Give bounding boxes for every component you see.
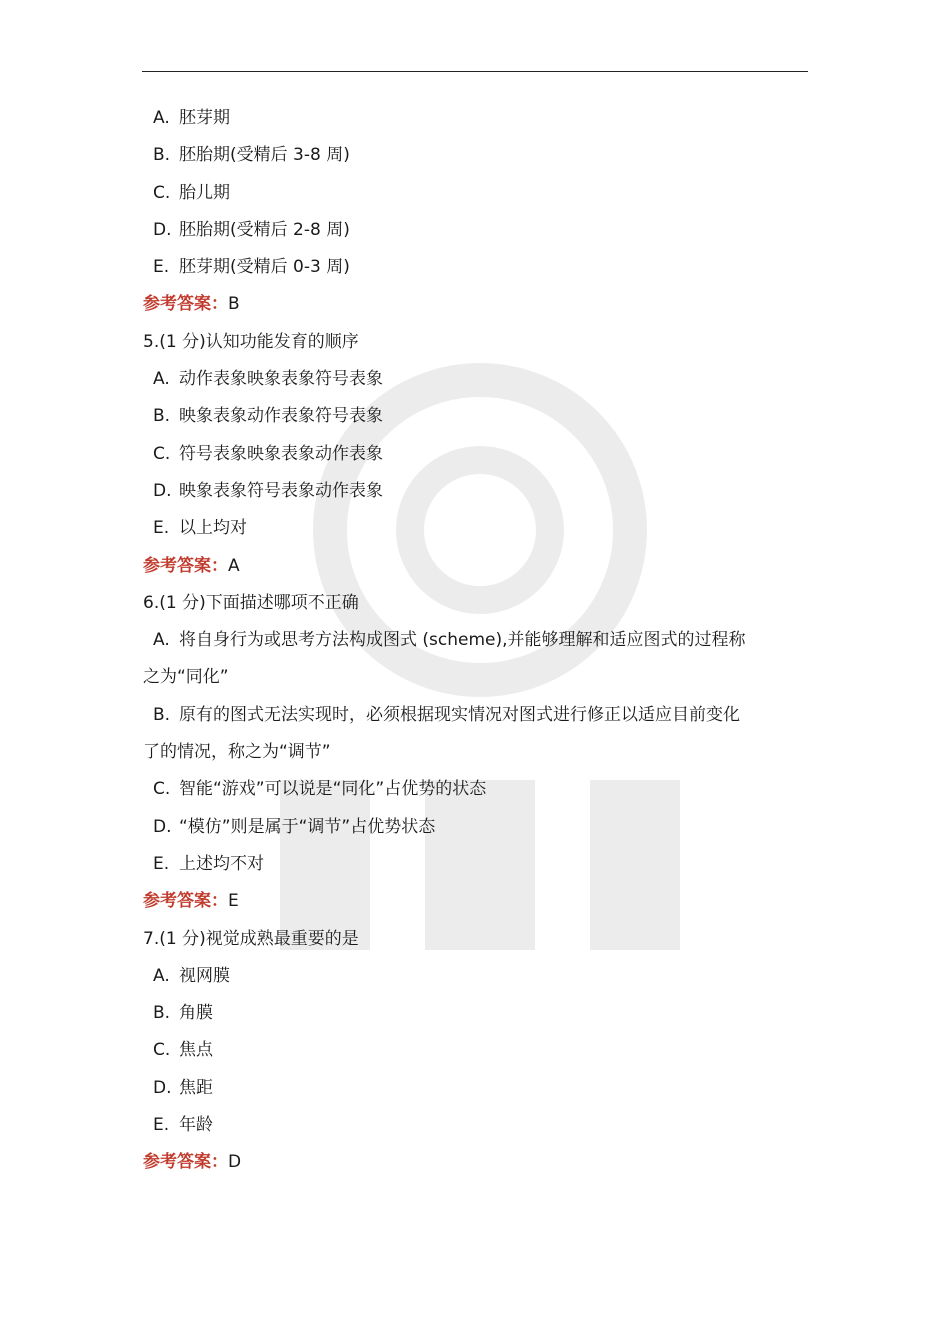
- q6-option-c: [143, 771, 809, 808]
- option-text: 胚胎期(受精后 3-8 周): [179, 145, 350, 166]
- answer-value: B: [228, 294, 240, 315]
- option-letter: E.: [153, 853, 170, 874]
- q5-option-c: [143, 436, 809, 473]
- option-text: 上述均不对: [179, 853, 264, 874]
- option-letter: A.: [153, 630, 170, 651]
- q4-answer: [143, 286, 809, 323]
- header-rule: [142, 71, 808, 72]
- q4-option-c: [143, 175, 809, 212]
- option-letter: A.: [153, 965, 170, 986]
- q7-stem: 7.(1 分)视觉成熟最重要的是: [143, 928, 359, 949]
- option-letter: D.: [153, 480, 172, 501]
- option-text: 胚芽期(受精后 0-3 周): [179, 257, 350, 278]
- option-text: 智能“游戏”可以说是“同化”占优势的状态: [179, 779, 487, 800]
- answer-label: 参考答案：: [143, 1152, 228, 1173]
- option-letter: C.: [153, 779, 171, 800]
- q5-answer: [143, 548, 809, 585]
- option-text: 焦距: [179, 1077, 213, 1098]
- option-text: 角膜: [179, 1003, 213, 1024]
- option-letter: B.: [153, 1003, 171, 1024]
- option-letter: C.: [153, 182, 171, 203]
- option-letter: D.: [153, 219, 172, 240]
- q4-option-a: [143, 100, 809, 137]
- q6-option-b: [143, 697, 809, 734]
- option-text: 将自身行为或思考方法构成图式 (scheme),并能够理解和适应图式的过程称: [179, 630, 746, 651]
- q6-option-a-continued: 之为“同化”: [143, 667, 229, 688]
- option-letter: B.: [153, 406, 171, 427]
- option-letter: E.: [153, 518, 170, 539]
- q7-option-e: [143, 1107, 809, 1144]
- q5-option-a: [143, 361, 809, 398]
- option-text: “模仿”则是属于“调节”占优势状态: [179, 816, 436, 837]
- q4-option-b: [143, 137, 809, 174]
- q7-option-a: [143, 958, 809, 995]
- option-text: 符号表象映象表象动作表象: [179, 443, 383, 464]
- q5-stem: 5.(1 分)认知功能发育的顺序: [143, 331, 359, 352]
- answer-label: 参考答案：: [143, 294, 228, 315]
- option-text: 胎儿期: [179, 182, 230, 203]
- q6-answer: [143, 883, 809, 920]
- q7-option-c: [143, 1032, 809, 1069]
- q6-stem: 6.(1 分)下面描述哪项不正确: [143, 592, 359, 613]
- option-text: 映象表象动作表象符号表象: [179, 406, 383, 427]
- option-text: 原有的图式无法实现时，必须根据现实情况对图式进行修正以适应目前变化: [179, 704, 740, 725]
- answer-label: 参考答案：: [143, 555, 228, 576]
- option-text: 映象表象符号表象动作表象: [179, 480, 383, 501]
- q4-option-d: [143, 212, 809, 249]
- q6-option-b-continued: 了的情况，称之为“调节”: [143, 742, 331, 763]
- option-text: 视网膜: [179, 965, 230, 986]
- q6-option-d: [143, 809, 809, 846]
- q7-option-d: [143, 1070, 809, 1107]
- option-text: 胚芽期: [179, 108, 230, 128]
- option-letter: E.: [153, 257, 170, 278]
- question-content: [143, 100, 809, 1182]
- option-letter: A.: [153, 369, 170, 390]
- q5-option-b: [143, 398, 809, 435]
- q7-answer: [143, 1144, 809, 1181]
- option-letter: E.: [153, 1115, 170, 1136]
- q4-option-e: [143, 249, 809, 286]
- answer-value: A: [228, 555, 240, 576]
- option-text: 以上均对: [179, 518, 247, 539]
- option-letter: C.: [153, 443, 171, 464]
- option-text: 焦点: [179, 1040, 213, 1061]
- q5-option-d: [143, 473, 809, 510]
- option-text: 胚胎期(受精后 2-8 周): [179, 219, 350, 240]
- q7-option-b: [143, 995, 809, 1032]
- option-text: 年龄: [179, 1115, 213, 1136]
- option-letter: D.: [153, 1077, 172, 1098]
- answer-value: D: [228, 1152, 242, 1173]
- answer-value: E: [228, 891, 239, 912]
- option-letter: B.: [153, 704, 171, 725]
- q6-option-e: [143, 846, 809, 883]
- option-letter: B.: [153, 145, 171, 166]
- answer-label: 参考答案：: [143, 891, 228, 912]
- option-text: 动作表象映象表象符号表象: [179, 369, 383, 390]
- q6-option-a: [143, 622, 809, 659]
- option-letter: A.: [153, 108, 170, 128]
- option-letter: D.: [153, 816, 172, 837]
- option-letter: C.: [153, 1040, 171, 1061]
- q5-option-e: [143, 510, 809, 547]
